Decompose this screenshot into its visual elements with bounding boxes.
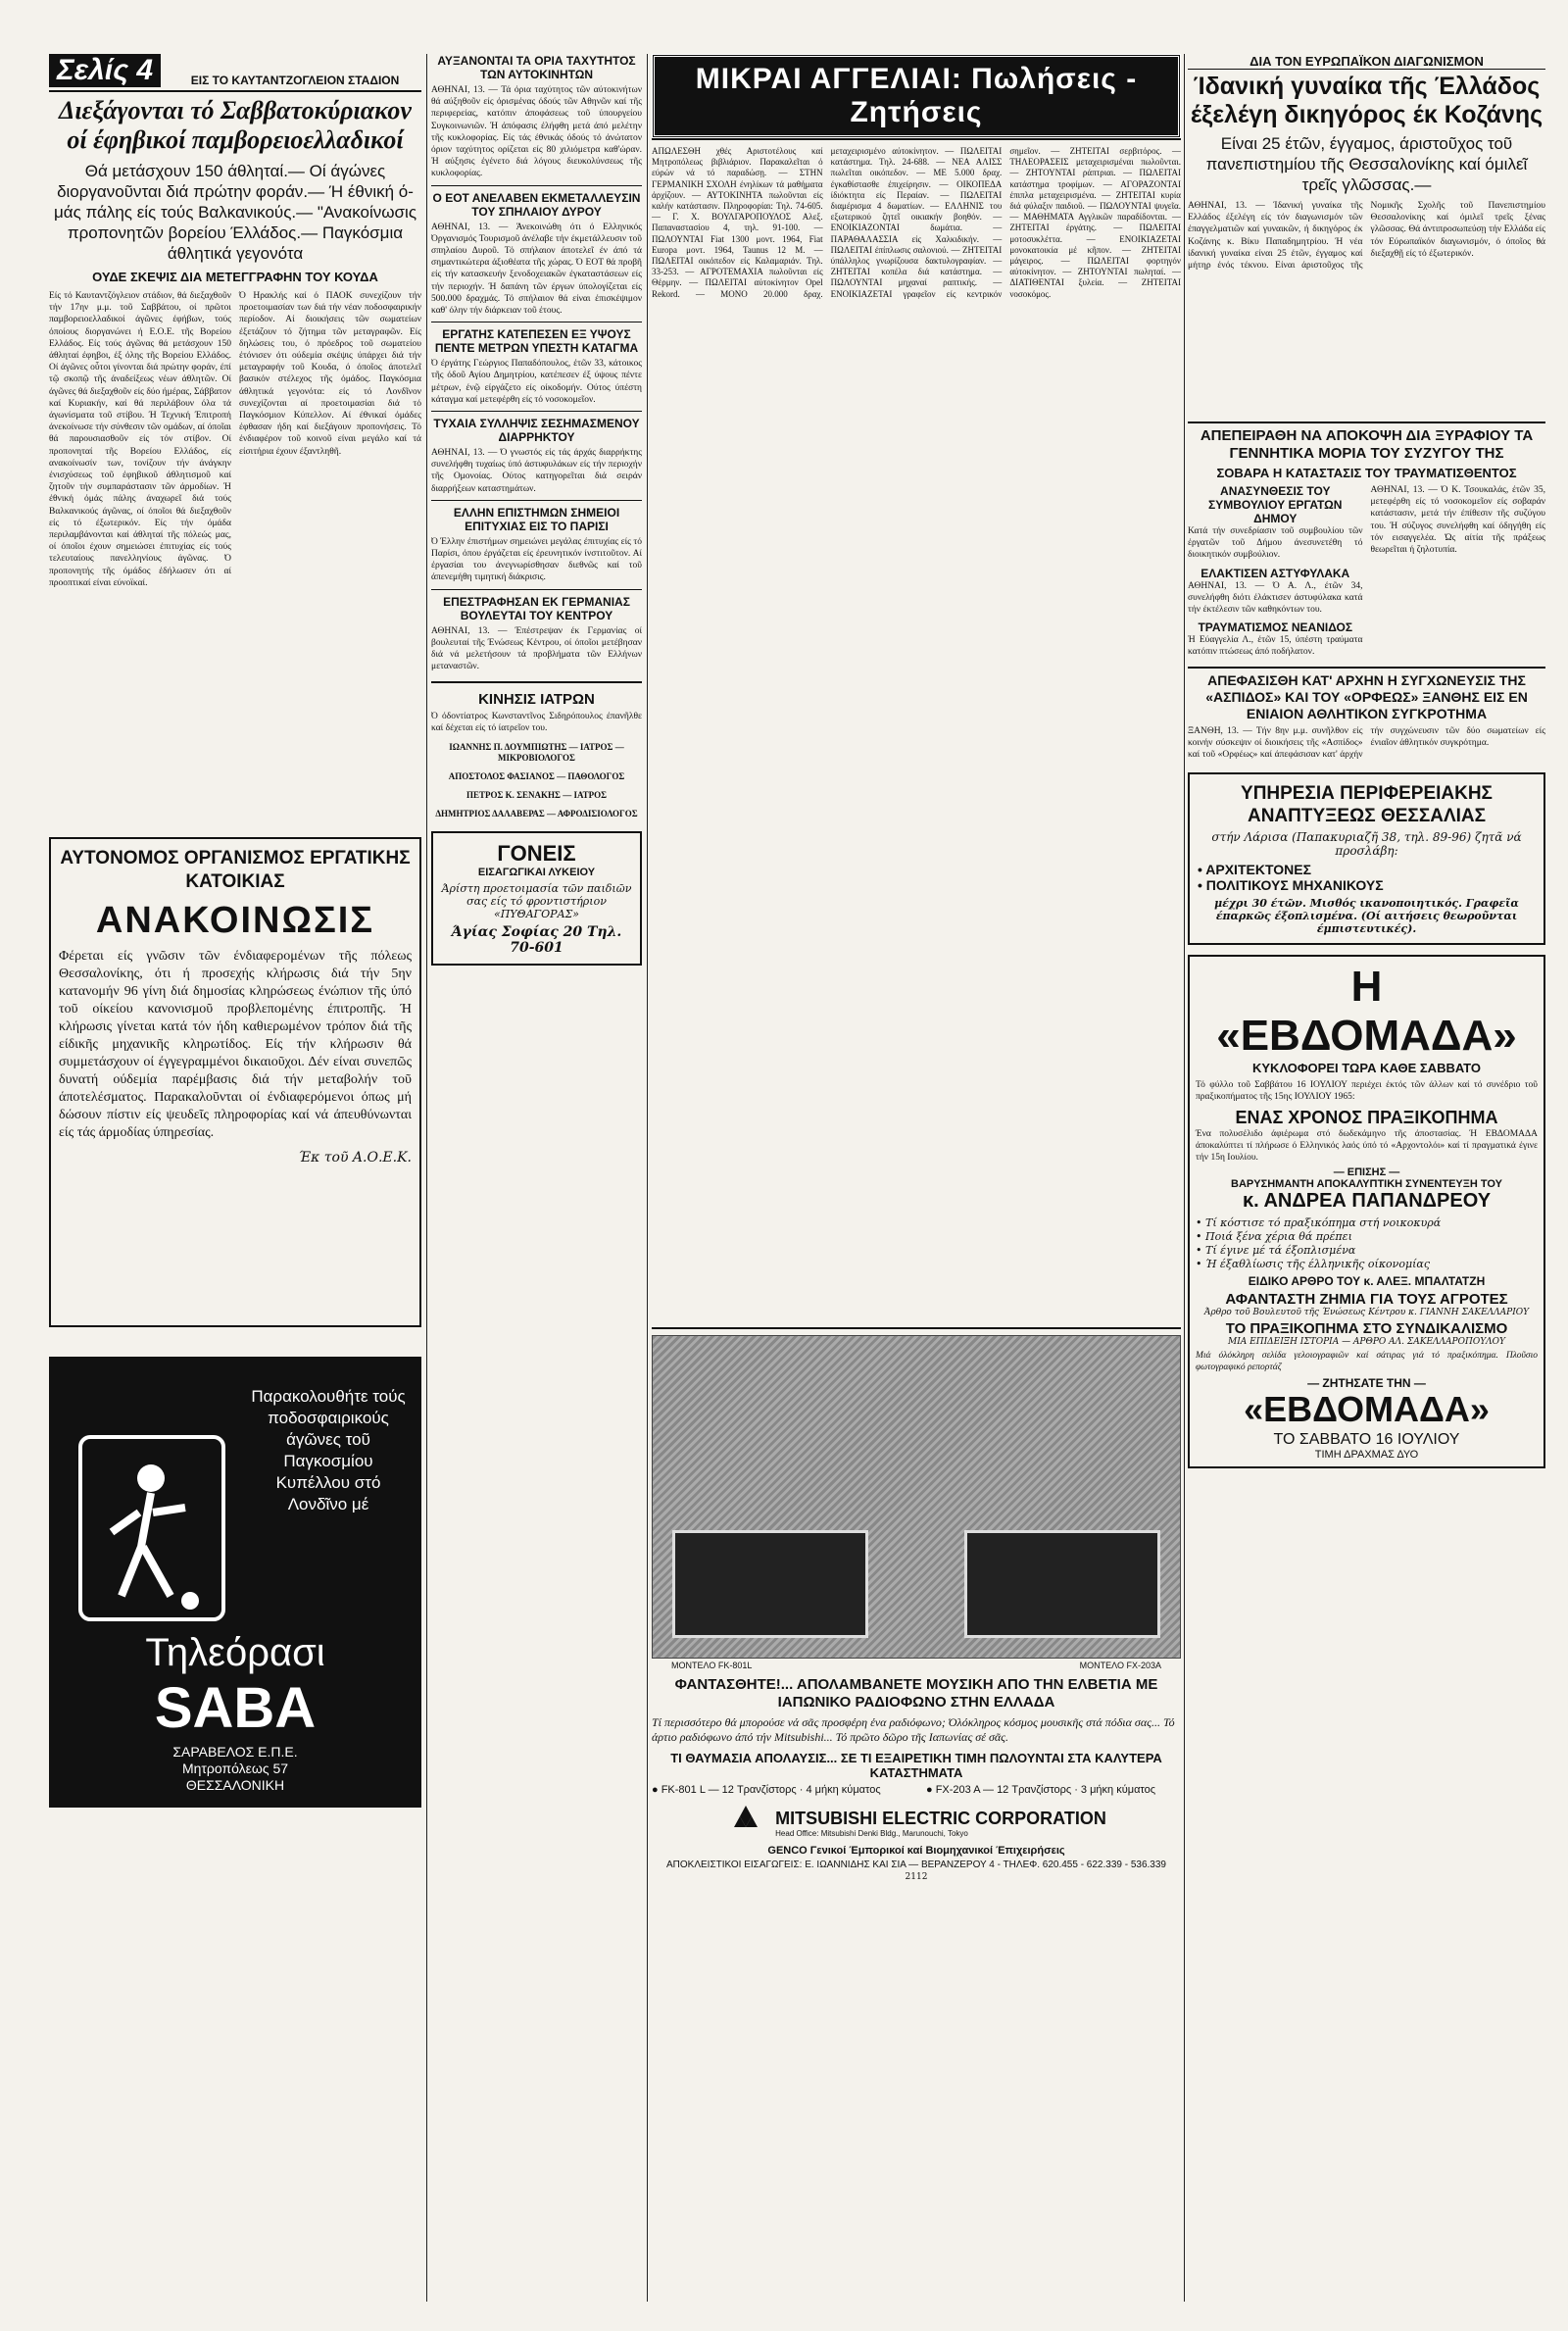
radio-left-icon bbox=[672, 1530, 868, 1638]
evdomada-h5-sub: ΜΙΑ ΕΠΙΔΕΙΞΗ ΙΣΤΟΡΙΑ — ΑΡΘΡΟ ΑΛ. ΣΑΚΕΛΛΑΡΟΠΟΥΛΟΥ bbox=[1228, 1337, 1505, 1348]
page-code: 2112 bbox=[905, 1872, 928, 1882]
radio-headline: ΦΑΝΤΑΣΘΗΤΕ!... ΑΠΟΛΑΜΒΑΝΕΤΕ ΜΟΥΣΙΚΗ ΑΠΟ ΤΗΝ ΕΛΒΕΤΙΑ ΜΕ ΙΑΠΩΝΙΚΟ ΡΑΔΙΟΦΩΝΟ ΣΤΗΝ ΕΛΛΑΔΑ bbox=[674, 1676, 1158, 1711]
evdomada-h1: ΕΝΑΣ ΧΡΟΝΟΣ ΠΡΑΞΙΚΟΠΗΜΑ bbox=[1235, 1107, 1498, 1127]
evdomada-bullet-4: • Ή έξαθλίωσις τῆς έλληνικῆς οίκονομίας bbox=[1196, 1258, 1431, 1271]
a4-body: ΑΘΗΝΑΙ, 13. — Ό γνωστός είς τάς άρχάς διαρρήκτης συνελήφθη τυχαίως ύπό άστυφυλάκων είς τήν περιοχήν τῆς Ομονοίας. Ούτος κατηγορεῖται διά σειράν διαρρήξεων καταστημάτων. bbox=[431, 448, 642, 494]
article-body-1: Είς τό Καυταντζόγλειον στάδιον, θά διεξαχθοῦν τήν 17ην μ.μ. τοῦ Σαββάτου, οί πρῶτοι παμβορειοελλαδικοί άγῶνες έφήβων, τούς όποίους διοργανώνει ή Ε.Ο.Ε. τῆς Βορείου Ελλάδος. Είς τούς άγῶνας θά μετάσχουν 150 άθληταί έφηβοι, έξ όλης τῆς Βορείου Ελλάδος. Οί άγῶνες οὗτοι γίνονται διά πρώτην φοράν, έπί τῷ σκοπῷ τῆς άναδείξεως νέων άθλητῶν. Οί άγῶνες θά διεξαχθοῦν είς δύο ήμέρας, Σάββατον καί Κυριακήν, καί θά περιλάβουν όλα τά άγωνίσματα τοῦ στίβου. Ή Τεχνική Έπιτροπή άνεκοίνωσε τήν σύνθεσιν τῶν ομάδων, αί όποῖαι θά παρουσιασθοῦν είς τόν στίβον. Οί προπονηταί τῆς Βορείου Ελλάδος, είς ανακοίνωσίν των, τονίζουν τήν άνάγκην ένισχύσεως τοῦ έφηβικοῦ άθλητισμοῦ καί ζητοῦν τήν συμπαράστασιν τῶν άρμοδίων. Ή έθνική όμάς πάλης άναχωρεῖ διά τούς Βαλκανικούς άγῶνας, οί όποῖοι θά διεξαχθοῦν είς τό έξωτερικόν. Είς τήν όμάδα περιλαμβάνονται καί άθληταί τῆς πόλεώς μας, οί όποῖοι έχουν σημειώσει έπιτυχίας είς τούς τελευταίους πανελληνίους άγῶνας. Ό προπονητής τῆς όμάδος έδήλωσεν ότι αί προοπτικαί είναι εύνοϊκαί. bbox=[49, 291, 231, 588]
notice-title: ΑΝΑΚΟΙΝΩΣΙΣ bbox=[95, 900, 375, 941]
column-3 bbox=[652, 54, 1181, 1882]
section-label: Σελίς 4 bbox=[49, 54, 161, 87]
a5-body: Ό Έλλην έπιστήμων σημειώνει μεγάλας έπιτυχίας είς τό Παρίσι, όπου έργάζεται είς έρευνητικόν ίνστιτοῦτον. Αί έργασίαι του άνεγνωρίσθησαν διεθνῶς καί τοῦ άπενεμήθη τιμητική διάκρισις. bbox=[431, 536, 642, 583]
evdomada-h2-name: κ. ΑΝΔΡΕΑ ΠΑΠΑΝΔΡΕΟΥ bbox=[1242, 1190, 1492, 1213]
notice-signature: Έκ τοῦ Α.Ο.Ε.Κ. bbox=[298, 1150, 412, 1166]
evdomada-h3: ΕΙΔΙΚΟ ΑΡΘΡΟ ΤΟΥ κ. ΑΛΕΞ. ΜΠΑΛΤΑΤΖΗ bbox=[1248, 1274, 1486, 1289]
radio-right-icon bbox=[964, 1530, 1160, 1638]
a6-4-title: ΑΠΕΦΑΣΙΣΘΗ ΚΑΤ' ΑΡΧΗΝ Η ΣΥΓΧΩΝΕΥΣΙΣ ΤΗΣ «ΑΣΠΙΔΟΣ» ΚΑΙ ΤΟΥ «ΟΡΦΕΩΣ» ΞΑΝΘΗΣ ΕΙΣ ΕΝ ΕΝΙΑΙΟΝ ΑΘΛΗΤΙΚΟΝ ΣΥΓΚΡΟΤΗΜΑ bbox=[1205, 671, 1528, 721]
tv-address: Μητροπόλεως 57 bbox=[181, 1761, 289, 1776]
mitsubishi-ad bbox=[652, 1327, 1181, 1882]
a3-4-title: ΑΝΑΣΥΝΘΕΣΙΣ ΤΟΥ ΣΥΜΒΟΥΛΙΟΥ ΕΡΓΑΤΩΝ ΔΗΜΟΥ bbox=[1208, 484, 1343, 525]
doctor-2: ΑΠΟΣΤΟΛΟΣ ΦΑΣΙΑΝΟΣ — ΠΑΘΟΛΟΓΟΣ bbox=[448, 770, 625, 781]
tutoring-ad bbox=[431, 831, 642, 966]
a6-4-body: ΞΑΝΘΗ, 13. — Τήν 8ην μ.μ. συνῆλθον είς κοινήν σύσκεψιν οί διοικήσεις τῆς «Ασπίδος» καί τοῦ «Ορφέως» καί άπεφάσισαν κατ' άρχήν τήν συγχώνευσιν τῶν δύο σωματείων είς ένιαῖον άθλητικόν συγκρότημα. bbox=[1188, 725, 1545, 761]
subheadline: Θά μετάσχουν 150 άθληταί.— Οί άγώνες διοργανοῦνται διά πρώτην φοράν.— Ή έθνική ό-μάς πάλης είς τούς Βαλκανικούς.— "Ανακοίνωσις προπονητῶν βορείου Έλλάδος.— Παγκόσμια άθλητικά γεγονότα bbox=[53, 162, 417, 263]
a1-body: ΑΘΗΝΑΙ, 13. — Τά όρια ταχύτητος τῶν αύτοκινήτων θά αύξηθοῦν είς όρισμένας όδούς τῶν Αθηνῶν καί τῆς περιφερείας, κατόπιν άποφάσεως τοῦ ύπουργείου Συγκοινωνιῶν. Ή άπόφασις έλήφθη μετά άπό μελέτην τῆς κυκλοφορίας. Είς τάς έθνικάς όδούς τό άνώτατον όριον ταχύτητος ορίζεται είς 80 χιλιόμετρα καθ'ώραν. Ή αύξησις έγένετο διά λόγους διευκολύνσεως τῆς κυκλοφορίας. bbox=[431, 85, 642, 179]
housing-notice bbox=[49, 837, 421, 1327]
kicker-4: ΔΙΑ ΤΟΝ ΕΥΡΩΠΑΪΚΟΝ ΔΙΑΓΩΝΙΣΜΟΝ bbox=[1188, 54, 1545, 70]
evdomada-price: ΤΙΜΗ ΔΡΑΧΜΑΣ ΔΥΟ bbox=[1314, 1448, 1419, 1461]
a2-body: ΑΘΗΝΑΙ, 13. — Άνεκοινώθη ότι ό Ελληνικός Όργανισμός Τουρισμοῦ άνέλαβε τήν έκμετάλλευσιν τοῦ σπηλαίου Δυροῦ. Τό σπήλαιον άποτελεῖ έν άπό τά σημαντικώτερα άξιοθέατα τῆς χώρας. Ό ΕΟΤ θά προβῆ είς τήν κατασκευήν ξενοδοχειακῶν έγκαταστάσεων είς τήν περιοχήν. Ή δαπάνη τῶν έργων ύπολογίζεται είς 500.000 δραχμάς. Τό σπήλαιον θά είναι έπισκέψιμον καθ' όλην τήν διάρκειαν τοῦ έτους. bbox=[431, 222, 642, 317]
a6-title: ΕΠΕΣΤΡΑΦΗΣΑΝ ΕΚ ΓΕΡΜΑΝΙΑΣ ΒΟΥΛΕΥΤΑΙ ΤΟΥ ΚΕΝΤΡΟΥ bbox=[443, 594, 630, 622]
headline: Διεξάγονται τό Σαββατοκύριακον οί έφηβικοί παμβορειοελλαδικοί bbox=[59, 96, 412, 154]
radio-offer: ΤΙ ΘΑΥΜΑΣΙΑ ΑΠΟΛΑΥΣΙΣ... ΣΕ ΤΙ ΕΞΑΙΡΕΤΙΚΗ ΤΙΜΗ ΠΩΛΟΥΝΤΑΙ ΣΤΑ ΚΑΛΥΤΕΡΑ ΚΑΤΑΣΤΗΜΑΤΑ bbox=[670, 1751, 1162, 1780]
a2-title: Ο ΕΟΤ ΑΝΕΛΑΒΕΝ ΕΚΜΕΤΑΛΛΕΥΣΙΝ ΤΟΥ ΣΠΗΛΑΙΟΥ ΔΥΡΟΥ bbox=[432, 190, 641, 219]
column-4 bbox=[1188, 54, 1545, 1468]
jobs-item-1: • ΑΡΧΙΤΕΚΤΟΝΕΣ bbox=[1198, 862, 1311, 878]
evdomada-bullet-2: • Ποιά ξένα χέρια θά πρέπει bbox=[1196, 1230, 1352, 1244]
saba-tv-ad bbox=[49, 1357, 421, 1808]
doctor-1: ΙΩΑΝΝΗΣ Π. ΔΟΥΜΠΙΩΤΗΣ — ΙΑΤΡΟΣ — ΜΙΚΡΟΒΙΟΛΟΓΟΣ bbox=[449, 741, 624, 763]
a3-title: ΕΡΓΑΤΗΣ ΚΑΤΕΠΕΣΕΝ ΕΞ ΥΨΟΥΣ ΠΕΝΤΕ ΜΕΤΡΩΝ ΥΠΕΣΤΗ ΚΑΤΑΓΜΑ bbox=[434, 327, 639, 356]
mitsubishi-logo-icon bbox=[726, 1806, 765, 1841]
evdomada-h2: ΒΑΡΥΣΗΜΑΝΤΗ ΑΠΟΚΑΛΥΠΤΙΚΗ ΣΥΝΕΝΤΕΥΞΗ ΤΟΥ bbox=[1231, 1178, 1502, 1191]
parents-address: Άγίας Σοφίας 20 Τηλ. 70-601 bbox=[451, 923, 622, 956]
radio-body: Τί περισσότερο θά μπορούσε νά σᾶς προσφέρη ένα ραδιόφωνο; Όλόκληρος κόσμος μουσικῆς στά πόδια σας... Τό άρτιο ραδιόφωνο άπό τήν Mitsubishi... Τό πρῶτο δῶρο τῆς Ιαπωνίας σέ σᾶς. bbox=[652, 1715, 1175, 1744]
notice-body: Φέρεται είς γνῶσιν τῶν ένδιαφερομένων τῆς πόλεως Θεσσαλονίκης, ότι ή προσεχής κλήρωσις διά τήν 5ην κατανομήν 96 γίνη διά δημοσίας κληρώσεως ένώπιον τῆς ύπό τοῦ οίκείου κανονισμοῦ προβλεπομένης έπιτροπῆς. Ή κλήρωσις γίνεται κατά τόν ήδη καθιερωμένον τρόπον διά τῆς είδικῆς μηχανικῆς κληρωτίδος. Είς τήν κλήρωσιν θά συμμετάσχουν οί έγγεγραμμένοι δικαιοῦχοι. Δέν είναι συνεπῶς δυνατή ούδεμία παρέμβασις διά τήν μεταβολήν τοῦ άποτελέσματος. Παρακαλοῦνται οί ένδιαφερόμενοι όπως μή δώσουν πίστιν είς ψευδεῖς πληροφορίας καί νά άπευθύνωνται είς τάς άρμοδίας ύπηρεσίας. bbox=[59, 949, 412, 1140]
evdomada-title: Η «ΕΒΔΟΜΑΔΑ» bbox=[1216, 963, 1517, 1061]
article-body-2: Ό Ηρακλής καί ό ΠΑΟΚ συνεχίζουν τήν προετοιμασίαν των διά τήν νέαν ποδοσφαιρικήν περίοδον. Αί διοικήσεις τῶν σωματείων έξετάζουν τό ζήτημα τῶν μεταγραφῶν. Είς δηλώσεις του, ό πρόεδρος τοῦ σωματείου έτόνισεν ότι ούδεμία σκέψις ύπάρχει διά τήν μεταγραφήν τοῦ Κουδα, ό όποῖος άποτελεῖ βασικόν στέλεχος τῆς όμάδος. Παγκόσμια άθλητικά γεγονότα: είς τό Λονδῖνον συνεχίζονται αί προετοιμασίαι διά τό Παγκόσμιον Κύπελλον. Αί έθνικαί όμάδες έφθασαν ήδη καί διεξάγουν προπονήσεις. Τό ένδιαφέρον τοῦ κοινοῦ είναι μεγάλο καί τά είσιτήρια έχουν έξαντληθῆ. bbox=[239, 291, 421, 457]
evdomada-closing: Μιά όλόκληρη σελίδα γελοιογραφιῶν καί σάτιρας γιά τό πραξικόπημα. Πλοῦσιο φωτογραφικό ρεπορτάζ bbox=[1196, 1351, 1538, 1373]
evdomada-h5: ΤΟ ΠΡΑΞΙΚΟΠΗΜΑ ΣΤΟ ΣΥΝΔΙΚΑΛΙΣΜΟ bbox=[1225, 1320, 1508, 1338]
evdomada-tag: ΚΥΚΛΟΦΟΡΕΙ ΤΩΡΑ ΚΑΘΕ ΣΑΒΒΑΤΟ bbox=[1252, 1061, 1481, 1076]
a6-body: ΑΘΗΝΑΙ, 13. — Έπέστρεψαν έκ Γερμανίας οί βουλευταί τῆς Ένώσεως Κέντρου, οί όποῖοι μετέβησαν διά νά μελετήσουν τά προβλήματα τῶν Ελλήνων μεταναστῶν. bbox=[431, 625, 642, 672]
evdomada-bullet-1: • Τί κόστισε τό πραξικόπημα στή νοικοκυρά bbox=[1196, 1216, 1442, 1230]
a5-4-title: ΤΡΑΥΜΑΤΙΣΜΟΣ ΝΕΑΝΙΔΟΣ bbox=[1198, 620, 1353, 635]
tv-product: Τηλεόρασι bbox=[145, 1631, 325, 1674]
a2-4-sub: ΣΟΒΑΡΑ Η ΚΑΤΑΣΤΑΣΙΣ ΤΟΥ ΤΡΑΥΜΑΤΙΣΘΕΝΤΟΣ bbox=[1216, 466, 1517, 480]
article-body-4: ΑΘΗΝΑΙ, 13. — Ίδανική γυναίκα τῆς Ελλάδος έξελέγη είς τόν διαγωνισμόν τῶν έπαγγελματιῶν καί γυναικῶν, ή δικηγόρος έκ Κοζάνης κ. Βίκυ Παπαδημητρίου. Ή νέα ίδανική γυναίκα είναι 25 έτῶν, έγγαμος καί μήτηρ ένός τέκνου. Είναι άριστοῦχος τῆς Νομικῆς Σχολῆς τοῦ Πανεπιστημίου Θεσσαλονίκης καί όμιλεῖ τρεῖς ξένας γλῶσσας. Θά άντιπροσωπεύσῃ τήν Ελλάδα είς τόν Εύρωπαϊκόν διαγωνισμόν, ό όποῖος θά διεξαχθῇ είς τό έξωτερικόν. bbox=[1188, 201, 1545, 272]
evdomada-bullet-3: • Τί έγινε μέ τά έξοπλισμένα bbox=[1196, 1244, 1356, 1258]
a2-4-title: ΑΠΕΠΕΙΡΑΘΗ ΝΑ ΑΠΟΚΟΨΗ ΔΙΑ ΞΥΡΑΦΙΟΥ ΤΑ ΓΕΝΝΗΤΙΚΑ ΜΟΡΙΑ ΤΟΥ ΣΥΖΥΓΟΥ ΤΗΣ bbox=[1200, 427, 1534, 462]
kicker: ΕΙΣ ΤΟ ΚΑΥΤΑΝΤΖΟΓΛΕΙΟΝ ΣΤΑΔΙΟΝ bbox=[190, 74, 400, 87]
evdomada-h4-sub: Άρθρο τοῦ Βουλευτοῦ τῆς Ένώσεως Κέντρου κ. ΓΙΑΝΝΗ ΣΑΚΕΛΛΑΡΙΟΥ bbox=[1203, 1308, 1530, 1318]
subheadline-2: ΟΥΔΕ ΣΚΕΨΙΣ ΔΙΑ ΜΕΤΕΓΓΡΑΦΗΝ ΤΟΥ ΚΟΥΔΑ bbox=[92, 270, 378, 284]
mitsubishi-brand: MITSUBISHI ELECTRIC CORPORATION bbox=[775, 1809, 1106, 1828]
jobs-ad bbox=[1188, 772, 1545, 945]
mitsubishi-brand-sub: Head Office: Mitsubishi Denki Bldg., Marunouchi, Tokyo bbox=[775, 1829, 968, 1838]
a1-title: ΑΥΞΑΝΟΝΤΑΙ ΤΑ ΟΡΙΑ ΤΑΧΥΤΗΤΟΣ ΤΩΝ ΑΥΤΟΚΙΝΗΤΩΝ bbox=[437, 54, 636, 81]
tv-screen-icon bbox=[78, 1435, 225, 1621]
parents-sub: ΕΙΣΑΓΩΓΙΚΑΙ ΛΥΚΕΙΟΥ bbox=[477, 866, 596, 878]
model-1: ● FK-801 L — 12 Τρανζίστορς · 4 μήκη κύματος bbox=[652, 1784, 881, 1796]
jobs-title: ΥΠΗΡΕΣΙΑ ΠΕΡΙΦΕΡΕΙΑΚΗΣ ΑΝΑΠΤΥΞΕΩΣ ΘΕΣΣΑΛΙΑΣ bbox=[1241, 783, 1493, 827]
a3-4-body: Κατά τήν συνεδρίασιν τοῦ συμβουλίου τῶν έργατῶν τοῦ Δήμου άνεσυνετέθη τό διοικητικόν συμβούλιον. bbox=[1188, 526, 1363, 561]
jobs-address: στήν Λάρισα (Παπακυριαζῆ 38, τηλ. 89-96) ζητᾶ νά προσλάβη: bbox=[1211, 830, 1522, 859]
headline-4: Ίδανική γυναίκα τῆς Έλλάδος έξελέγη δικηγόρος έκ Κοζάνης bbox=[1190, 73, 1544, 128]
classified-ads: ΑΠΩΛΕΣΘΗ χθές Αριστοτέλους καί Μητροπόλεως βιβλιάριον. Παρακαλεῖται ό εύρών νά τό παραδώσῃ. — ΣΤΗΝ ΓΕΡΜΑΝΙΚΗ ΣΧΟΛΗ ένηλίκων τά μαθήματα άρχίζουν. — ΑΥΤΟΚΙΝΗΤΑ πωλοῦνται είς καλήν κατάστασιν. Πληροφορίαι: Τηλ. 74-605. — Γ. Χ. ΒΟΥΛΓΑΡΟΠΟΥΛΟΣ Αλεξ. Παπαναστασίου 4, τηλ. 91-100. — ΠΩΛΟΥΝΤΑΙ Fiat 1300 μοντ. 1964, Fiat Europa μοντ. 1964, Taunus 12 M. — ΠΩΛΕΙΤΑΙ οικόπεδον είς Καλαμαριάν. Τηλ. 33-253. — ΑΓΡΟΤΕΜΑΧΙΑ πωλοῦνται είς Θέρμην. — ΠΩΛΕΙΤΑΙ αύτοκίνητον Opel Rekord. — ΜΟΝΟ 20.000 δραχ. μεταχειρισμένο αύτοκίνητον. — ΠΩΛΕΙΤΑΙ κατάστημα. Τηλ. 24-688. — ΝΕΑ ΑΛΙΣΣ πωλεῖται οικόπεδον. — ΜΕ 5.000 δραχ. έγκαθίστασθε έπιχείρησιν. — ΟΙΚΟΠΕΔΑ ίδιόκτητα είς Περαίαν. — ΠΩΛΕΙΤΑΙ διαμέρισμα 4 δωματίων. — ΕΛΛΗΝΙΣ του εξωτερικού ζητεῖ οικιακήν βοηθόν. — ΕΝΟΙΚΙΑΖΟΝΤΑΙ δωμάτια. — ΠΑΡΑΘΑΛΑΣΣΙΑ είς Χαλκιδικήν. — ΠΩΛΕΙΤΑΙ έπίπλωσις σαλονιού. — ΖΗΤΕΙΤΑΙ ύπάλληλος γνωρίζουσα δακτυλογραφίαν. — ΖΗΤΕΙΤΑΙ κοπέλα διά κατάστημα. — ΠΩΛΟΥΝΤΑΙ μηχαναί ραπτικής. — ΕΝΟΙΚΙΑΖΕΤΑΙ γραφεῖον είς κεντρικόν σημεῖον. — ΖΗΤΕΙΤΑΙ σερβιτόρος. — ΤΗΛΕΟΡΑΣΕΙΣ μεταχειρισμέναι πωλοῦνται. — ΖΗΤΟΥΝΤΑΙ ράπτριαι. — ΠΩΛΕΙΤΑΙ κατάστημα τροφίμων. — ΑΓΟΡΑΖΟΝΤΑΙ έπιπλα μεταχειρισμένα. — ΖΗΤΕΙΤΑΙ κυρία διά φύλαξιν παιδιοῦ. — ΠΩΛΟΥΝΤΑΙ ψυγεῖα. — ΜΑΘΗΜΑΤΑ Αγγλικῶν παραδίδονται. — ΖΗΤΕΙΤΑΙ έργάτης. — ΠΩΛΕΙΤΑΙ μοτοσυκλέττα. — ΕΝΟΙΚΙΑΖΕΤΑΙ μονοκατοικία μέ κῆπον. — ΖΗΤΕΙΤΑΙ μάγειρος. — ΠΩΛΕΙΤΑΙ φορτηγόν αύτοκίνητον. — ΖΗΤΟΥΝΤΑΙ πωληταί. — ΔΙΑΤΙΘΕΝΤΑΙ ξυλεία. — ΖΗΤΕΙΤΑΙ νοσοκόμος. bbox=[652, 146, 1181, 299]
classifieds-banner: ΜΙΚΡΑΙ ΑΓΓΕΛΙΑΙ: Πωλήσεις - Ζητήσεις bbox=[652, 54, 1181, 138]
tv-brand: SABA bbox=[154, 1676, 317, 1740]
a4-4-body: ΑΘΗΝΑΙ, 13. — Ό Α. Λ., έτῶν 34, συνελήφθη διότι έλάκτισεν άστυφύλακα κατά τήν έκτέλεσιν τῶν καθηκόντων του. bbox=[1188, 580, 1363, 616]
tv-dealer: ΣΑΡΑΒΕΛΟΣ Ε.Π.Ε. bbox=[172, 1744, 298, 1760]
notice-org: ΑΥΤΟΝΟΜΟΣ ΟΡΓΑΝΙΣΜΟΣ ΕΡΓΑΤΙΚΗΣ ΚΑΤΟΙΚΙΑΣ bbox=[60, 848, 411, 892]
column-1 bbox=[49, 54, 421, 1808]
doctors-body: Ό όδοντίατρος Κωνσταντῖνος Σιδηρόπουλος έπανῆλθε καί δέχεται είς τό ίατρεῖον του. bbox=[431, 711, 642, 733]
tv-ad-text: Παρακολουθήτε τούς ποδοσφαιρικούς άγῶνες τοῦ Παγκοσμίου Κυπέλλου στό Λονδῖνο μέ bbox=[251, 1387, 406, 1513]
radio-caption-right: ΜΟΝΤΕΛΟ FX-203A bbox=[1079, 1661, 1161, 1670]
a3-body: Ό έργάτης Γεώργιος Παπαδόπουλος, έτῶν 33, κάτοικος τῆς όδοῦ Αγίου Δημητρίου, κατέπεσεν έξ ύψους πέντε μέτρων, ένῷ είργάζετο είς οίκοδομήν. Ούτος ύπέστη κάταγμα καί μετεφέρθη είς τό νοσοκομεῖον. bbox=[431, 359, 642, 405]
radio-caption-left: ΜΟΝΤΕΛΟ FK-801L bbox=[671, 1661, 753, 1670]
tv-city: ΘΕΣΣΑΛΟΝΙΚΗ bbox=[185, 1777, 285, 1793]
evdomada-ad bbox=[1188, 955, 1545, 1467]
column-2 bbox=[431, 54, 642, 966]
doctor-4: ΔΗΜΗΤΡΙΟΣ ΔΑΛΑΒΕΡΑΣ — ΑΦΡΟΔΙΣΙΟΛΟΓΟΣ bbox=[435, 808, 638, 818]
a4-title: ΤΥΧΑΙΑ ΣΥΛΛΗΨΙΣ ΣΕΣΗΜΑΣΜΕΝΟΥ ΔΙΑΡΡΗΚΤΟΥ bbox=[433, 417, 640, 445]
evdomada-h1-body: Ένα πολυσέλιδο άφιέρωμα στό δωδεκάμηνο τῆς άποστασίας. Ή ΕΒΔΟΜΑΔΑ άποκαλύπτει τί πλήρωσε ό Ελληνικός λαός ύπό τό «Αρχοντολόι» καί τί πραγματικά έγινε τήν 15η Ιουλίου. bbox=[1196, 1128, 1538, 1164]
a2-4-body: ΑΘΗΝΑΙ, 13. — Ό Κ. Τσουκαλάς, έτῶν 35, μετεφέρθη είς τό νοσοκομεῖον είς σοβαράν κατάστασιν, μετά τήν έπίθεσιν τῆς συζύγου του. Ή σύζυγος συνελήφθη καί όδηγήθη είς τόν εισαγγελέα. Ώς αίτία τῆς πράξεως θεωρεῖται ή ζηλοτυπία. bbox=[1370, 485, 1545, 556]
a4-4-title: ΕΛΑΚΤΙΣΕΝ ΑΣΤΥΦΥΛΑΚΑ bbox=[1200, 566, 1350, 580]
jobs-note: μέχρι 30 έτῶν. Μισθός ικανοποιητικός. Γραφεῖα έπαρκῶς έξοπλισμένα. (Οί αιτήσεις θεωροῦνται έμπιστευτικές). bbox=[1214, 897, 1519, 936]
evdomada-ask: — ΖΗΤΗΣΑΤΕ ΤΗΝ — bbox=[1307, 1375, 1426, 1390]
evdomada-name-big: «ΕΒΔΟΜΑΔΑ» bbox=[1244, 1388, 1490, 1429]
subheadline-4: Είναι 25 έτῶν, έγγαμος, άριστοῦχος τοῦ πανεπιστημίου τῆς Θεσσαλονίκης καί όμιλεῖ τρεῖς γλῶσσας.— bbox=[1205, 134, 1528, 194]
jobs-item-2: • ΠΟΛΙΤΙΚΟΥΣ ΜΗΧΑΝΙΚΟΥΣ bbox=[1198, 877, 1384, 894]
a5-4-body: Ή Εύαγγελία Λ., έτῶν 15, ύπέστη τραύματα κατόπιν πτώσεως άπό ποδήλατον. bbox=[1188, 635, 1363, 658]
genco-line: GENCO Γενικοί Έμπορικοί καί Βιομηχανικοί Έπιχειρήσεις bbox=[767, 1845, 1065, 1857]
evdomada-date: ΤΟ ΣΑΒΒΑΤΟ 16 ΙΟΥΛΙΟΥ bbox=[1273, 1430, 1460, 1448]
model-2: ● FX-203 A — 12 Τρανζίστορς · 3 μήκη κύματος bbox=[926, 1784, 1156, 1796]
importers-line: ΑΠΟΚΛΕΙΣΤΙΚΟΙ ΕΙΣΑΓΩΓΕΙΣ: Ε. ΙΩΑΝΝΙΔΗΣ ΚΑΙ ΣΙΑ — ΒΕΡΑΝΖΕΡΟΥ 4 - ΤΗΛΕΦ. 620.455 - 622.339 - 536.339 bbox=[665, 1860, 1166, 1870]
evdomada-also: — ΕΠΙΣΗΣ — bbox=[1333, 1166, 1400, 1179]
a5-title: ΕΛΛΗΝ ΕΠΙΣΤΗΜΩΝ ΣΗΜΕΙΟΙ ΕΠΙΤΥΧΙΑΣ ΕΙΣ ΤΟ ΠΑΡΙΣΙ bbox=[453, 505, 620, 533]
doctors-title: ΚΙΝΗΣΙΣ ΙΑΤΡΩΝ bbox=[478, 690, 595, 708]
evdomada-intro: Τό φύλλο τοῦ Σαββάτου 16 ΙΟΥΛΙΟΥ περιέχει έκτός τῶν άλλων καί τό συνέδριο τοῦ πραξικοπήματος τῆς 15ης ΙΟΥΛΙΟΥ 1965: bbox=[1196, 1080, 1538, 1103]
radio-ad-photo bbox=[652, 1335, 1181, 1659]
doctor-3: ΠΕΤΡΟΣ Κ. ΣΕΝΑΚΗΣ — ΙΑΤΡΟΣ bbox=[466, 789, 607, 800]
evdomada-h4: ΑΦΑΝΤΑΣΤΗ ΖΗΜΙΑ ΓΙΑ ΤΟΥΣ ΑΓΡΟΤΕΣ bbox=[1225, 1291, 1508, 1309]
parents-title: ΓΟΝΕΙΣ bbox=[497, 840, 576, 866]
parents-body: Άρίστη προετοιμασία τῶν παιδιῶν σας είς τό φροντιστήριον «ΠΥΘΑΓΟΡΑΣ» bbox=[441, 881, 632, 920]
